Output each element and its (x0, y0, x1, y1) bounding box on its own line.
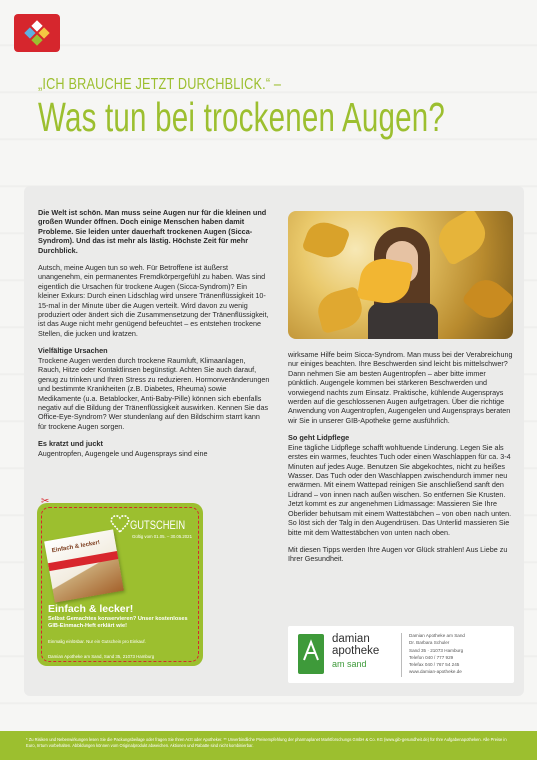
intro-paragraph: Autsch, meine Augen tun so weh. Für Betroffene ist äußerst unangenehm, ein permanentes Fremdkörpergefühl zu haben. Was sind eigentlich die Ursachen für trockene Augen (Sicca-Syndrom)? Ein kleiner Exkurs: Durch einen Lidschlag wird unsere Tränenflüssigkeit 10-15-mal in der Minute über die Augen verteilt. Wird davon zu wenig produziert oder ändert sich die Zusammensetzung der Tränenflüssigkeit, ist das Auge nicht mehr genügend befeuchtet – es entstehen trockene Stellen, die jucken und kratzen. (38, 263, 269, 338)
website-link[interactable]: www.damian-apotheke.de (409, 669, 462, 675)
section-heading-causes: Vielfältige Ursachen (38, 346, 108, 356)
right-column (288, 350, 514, 572)
lead-paragraph: Die Welt ist schön. Man muss seine Augen nur für die kleinen und großen Wunder öffnen. Doch einige Menschen haben damit Probleme. Sie leiden unter dauerhaft trockenen Augen (Sicca-Syndrom). Und das ist mehr als lästig. Höchste Zeit für mehr Durchblick. (38, 208, 267, 255)
article-kicker: „ICH BRAUCHE JETZT DURCHBLICK.“ – (38, 76, 282, 93)
pharmacy-logo-icon (298, 634, 324, 674)
section-heading-lid-care: So geht Lidpflege (288, 433, 350, 443)
coupon-address: Damian Apotheke am Sand, Sand 35, 21073 Hamburg (48, 654, 155, 659)
booklet-image (44, 529, 124, 602)
booklet-band (48, 551, 118, 571)
address-line: Damian Apotheke am Sand (409, 633, 465, 638)
coupon-headline: Einfach & lecker! (48, 603, 134, 615)
logo-diamond-icon (20, 19, 54, 47)
causes-paragraph: Trockene Augen werden durch trockene Raumluft, Klimaanlagen, Rauch, Hitze oder Kontaktlinsen begünstigt. Achten Sie auch darauf, genug zu trinken und Ihren Stress zu reduzieren. Hormonveränderungen und bestimmte Krankheiten (z.B. Diabetes, Rheuma) sowie Medikamente (u.a. Betablocker, Anti-Baby-Pille) können sich ebenfalls negativ auf die Bildung der Tränenflüssigkeit auswirken. Kennen Sie das Office-Eye-Syndrom? Wer stundenlang auf den Bildschirm starrt kann für trockene Augen sorgen. (38, 355, 270, 431)
pharmacy-name-1: damian (332, 633, 370, 645)
section-heading-itching: Es kratzt und juckt (38, 439, 103, 449)
article-title: Was tun bei trockenen Augen? (38, 94, 446, 140)
coupon-label: GUTSCHEIN (130, 518, 186, 532)
pharmacy-divider (401, 633, 402, 677)
booklet-title: Einfach & lecker! (51, 539, 101, 555)
pharmacy-subname: am sand (332, 659, 367, 669)
footer-disclaimer: * Zu Risiken und Nebenwirkungen lesen Sie die Packungsbeilage oder fragen Sie Ihren Arzt oder Apotheker. ** Unverbindliche Preisempfehlung der pharmaplanet Marktforschungs GmbH & Co. KG (www.gib-gesundheit.de) für Ihre Aufgabenapotheken. Alle Preise in Euro, Irrtum vorbehalten. Abbildungen können vom Originalprodukt abweichen. Aktionen und Rabatte sind nicht kombinierbar. (0, 731, 537, 760)
closing-paragraph: Mit diesen Tipps werden Ihre Augen vor Glück strahlen! Aus Liebe zu Ihrer Gesundheit. (288, 544, 508, 564)
coupon-subline: Selbst Gemachtes konservieren? Unser kostenloses GIB-Einmach-Heft erklärt wie! (48, 616, 188, 629)
coupon-note: Einmalig einlösbar. Nur ein Gutschein pro Einkauf. (48, 639, 146, 644)
pharmacy-name-2: apotheke (332, 645, 380, 657)
address-line: Telefon 040 / 777 929 (409, 654, 454, 660)
address-line: Dr. Barbara Schuler (409, 640, 450, 646)
itching-paragraph: Augentropfen, Augengele und Augensprays sind eine (38, 448, 208, 458)
address-line: Sand 35 · 21073 Hamburg (409, 647, 464, 653)
pharmacy-address (409, 632, 513, 676)
lid-care-paragraph: Eine tägliche Lidpflege schafft wohltuende Linderung. Legen Sie als erstes ein warmes, feuchtes Tuch oder einen Waschlappen für ca. 3-4 Minuten auf jedes Auge. Benutzen Sie abgekochtes, nicht zu heißes Wasser. Das Tuch oder den Waschlappen zwischendurch immer neu erwärmen. Mit einem Wattepad reinigen Sie anschließend sanft den Lidrand – von innen nach außen wischen. So entfernen Sie Krusten. Jetzt kommt es zur angenehmen Lidmassage: Massieren Sie Ihre Oberlider behutsam mit einem Wattestäbchen – von oben nach unten. So löst sich der Talg in den Augendrüsen. Das Unterlid massieren Sie bitte mit dem Wattestäbchen von unten nach oben. (288, 442, 512, 537)
address-line: Telefax 040 / 767 54 245 (409, 662, 460, 668)
autumn-woman-photo (288, 211, 513, 339)
coupon-validity: Gültig vom 01.05. – 30.05.2021 (132, 534, 192, 539)
apothecary-a-icon (298, 634, 324, 674)
left-column (38, 208, 270, 466)
gib-logo[interactable] (14, 14, 60, 52)
continued-paragraph: wirksame Hilfe beim Sicca-Syndrom. Man muss bei der Verabreichung nur einiges beachten. Ihre Beschwerden sind leicht bis mittelschwer? Dann nehmen Sie am besten Augentropfen – aber bitte immer pünktlich. Augengele kommen bei stärkeren Beschwerden und vorwiegend nachts zum Einsatz. Praktische, kühlende Augensprays werden auf die geschlossenen Augen aufgetragen. Über die richtige Anwendung von Augentropfen, Augengelen und Augensprays beraten wir Sie in unserer GIB-Apotheke gerne ausführlich. (288, 350, 513, 425)
scissors-icon: ✂ (41, 496, 50, 507)
